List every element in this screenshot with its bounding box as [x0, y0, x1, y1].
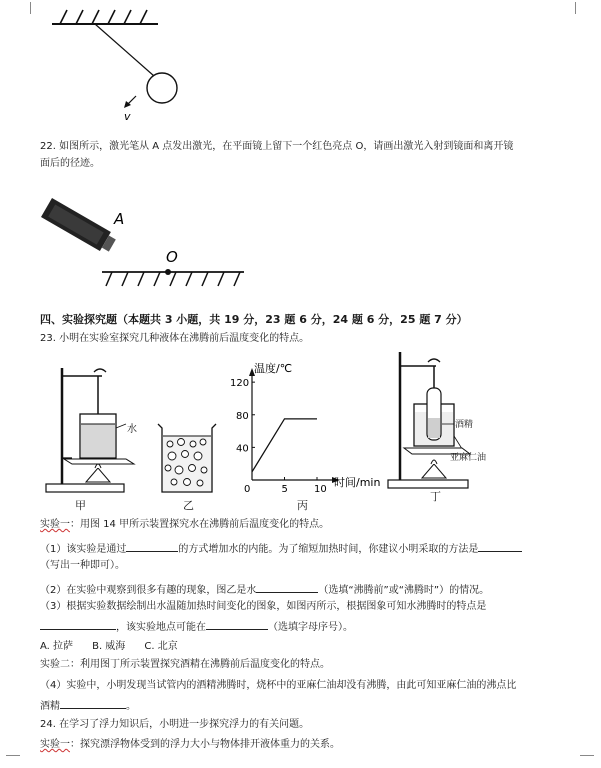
label-jia: 甲 [75, 499, 86, 512]
label-linseed-oil: 亚麻仁油 [450, 453, 487, 463]
apparatus-ding [382, 348, 492, 503]
q23-p1-line1 [40, 541, 522, 556]
point-o-label: O [166, 248, 178, 266]
velocity-label: v [124, 110, 131, 123]
label-ding: 丁 [430, 490, 441, 503]
y-tick-label: 80 [236, 410, 249, 422]
q24-exp1-line [40, 738, 340, 751]
crop-mark [580, 755, 594, 768]
q23-p3-line2 [40, 619, 353, 634]
x-tick-label: 10 [314, 484, 327, 495]
q23-p3-line1: （3）根据实验数据绘制出水温随加热时间变化的图象，如图丙所示，根据图象可知水沸腾时的特点是 [40, 601, 487, 612]
p3-part-c: （选填字母序号）。 [268, 622, 353, 633]
exp1-line [40, 518, 329, 531]
blank-6[interactable] [60, 698, 126, 709]
label-alcohol: 酒精 [455, 420, 474, 430]
blank-1[interactable] [126, 541, 178, 552]
origin-tick-label: 0 [244, 484, 251, 495]
blank-5[interactable] [206, 619, 268, 630]
p4-part-b: 酒精 [40, 701, 60, 712]
p2-part-b: （选填“沸腾前”或“沸腾时”）的情况。 [318, 585, 490, 596]
y-tick-label: 120 [230, 378, 250, 390]
q23-p4-line2 [40, 698, 136, 713]
p4-part-c: 。 [126, 701, 136, 712]
p1-part-b: 的方式增加水的内能。为了缩短加热时间，你建议小明采取的方法是 [178, 544, 479, 555]
q22-text-line1: 22. 如图所示，激光笔从 A 点发出激光，在平面镜上留下一个红色亮点 O，请画出激光入射到镜面和离开镜 [40, 141, 514, 152]
exp2-text: ：利用图丁所示装置探究酒精在沸腾前后温度变化的特点。 [70, 659, 330, 670]
exp2-line [40, 658, 330, 671]
series-line [252, 419, 317, 472]
blank-3[interactable] [256, 582, 318, 593]
x-tick-label: 5 [281, 484, 288, 495]
x-axis-label: 时间/min [334, 476, 381, 489]
q23-p4-line1: （4）实验中，小明发现当试管内的酒精沸腾时，烧杯中的亚麻仁油却没有沸腾，由此可知亚麻仁油的沸点比 [40, 680, 517, 691]
beaker-yi [152, 420, 222, 500]
q24-exp1-text: ：探究漂浮物体受到的浮力大小与物体排开液体重力的关系。 [70, 739, 340, 750]
exp2-prefix: 实验二 [40, 659, 70, 670]
q24-exp1-prefix: 实验一 [40, 739, 70, 750]
laser-figure [40, 180, 260, 295]
q23-options: A. 拉萨 B. 威海 C. 北京 [40, 641, 178, 652]
crop-mark [18, 2, 31, 14]
p3-part-b: ，该实验地点可能在 [116, 622, 206, 633]
blank-2[interactable] [478, 541, 522, 552]
q23-intro: 23. 小明在实验室探究几种液体在沸腾前后温度变化的特点。 [40, 333, 310, 344]
q23-p1-line2: （写出一种即可）。 [40, 560, 125, 571]
pendulum-figure [40, 6, 210, 126]
q24-intro: 24. 在学习了浮力知识后，小明进一步探究浮力的有关问题。 [40, 719, 310, 730]
label-water: 水 [127, 424, 137, 435]
crop-mark [6, 755, 20, 768]
q22-text-line2: 面后的径迹。 [40, 158, 100, 169]
p2-part-a: （2）在实验中观察到很多有趣的现象，图乙是水 [40, 585, 257, 596]
y-tick-label: 40 [236, 443, 249, 455]
apparatus-jia [42, 362, 137, 512]
p1-part-a: （1）该实验是通过 [40, 544, 127, 555]
label-yi: 乙 [183, 499, 194, 512]
temperature-time-chart [222, 360, 392, 500]
exp1-text: ：用图 14 甲所示装置探究水在沸腾前后温度变化的特点。 [70, 519, 330, 530]
y-axis-label: 温度/℃ [254, 362, 293, 375]
point-a-label: A [114, 210, 125, 228]
label-bing: 丙 [297, 499, 308, 512]
section4-heading: 四、实验探究题（本题共 3 小题，共 19 分，23 题 6 分，24 题 6 分，25 题 7 分） [40, 313, 468, 326]
q23-p2-line [40, 582, 489, 597]
exp1-prefix: 实验一 [40, 519, 70, 530]
crop-mark [575, 2, 588, 14]
blank-4[interactable] [40, 619, 116, 630]
